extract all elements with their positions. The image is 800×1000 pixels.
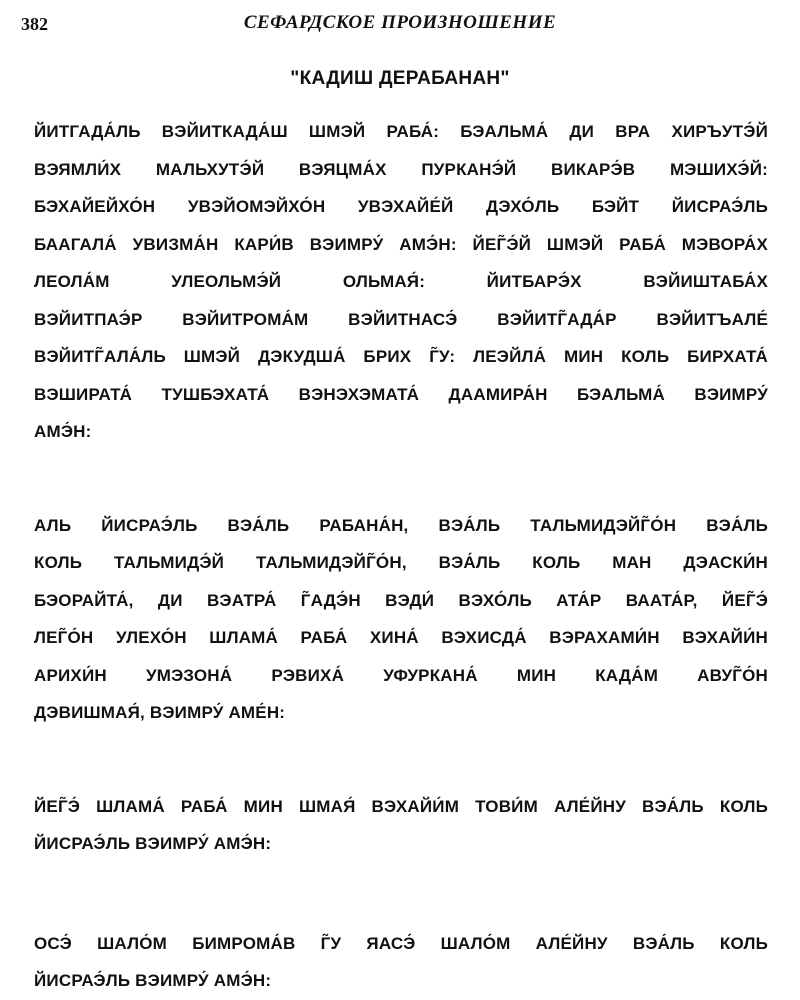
text-line: ВЭЙИТПАЭ́Р ВЭЙИТРОМА́М ВЭЙИТНАСЭ́ ВЭЙИТГ̃АДА́Р ВЭЙИТЪАЛЕ́ [34,309,768,329]
paragraph-gap [34,451,768,507]
text-line: ВЭЙИТГ̃АЛА́ЛЬ ШМЭЙ ДЭКУДША́ БРИХ Г̃У: ЛЕЭЙЛА́ МИН КОЛЬ БИРХАТА́ [34,347,768,366]
text-line: АЛЬ ЙИСРАЭ́ЛЬ ВЭА́ЛЬ РАБАНА́Н, ВЭА́ЛЬ ТАЛЬМИДЭЙГ̃О́Н ВЭА́ЛЬ [34,515,768,535]
text-line: ДЭВИШМАЯ́, ВЭИМРУ́ АМЕ́Н: [34,703,286,722]
paragraph-gap [34,732,768,788]
text-line: КОЛЬ ТАЛЬМИДЭ́Й ТАЛЬМИДЭЙГ̃О́Н, ВЭА́ЛЬ КОЛЬ МАН ДЭАСКИ́Н [34,553,768,572]
paragraph-3 [34,788,768,863]
paragraph-4 [34,925,768,1000]
text-line: АМЭ́Н: [34,422,92,441]
text-line: ЙИТГАДА́ЛЬ ВЭЙИТКАДА́Ш ШМЭЙ РАБА́: БЭАЛЬМА́ ДИ ВРА ХИРЪУТЭ́Й [34,122,768,141]
text-line: АРИХИ́Н УМЭЗОНА́ РЭВИХА́ УФУРКАНА́ МИН КАДА́М АВУГ̃О́Н [34,665,768,685]
paragraph-2 [34,507,768,732]
text-line: ЙИСРАЭ́ЛЬ ВЭИМРУ́ АМЭ́Н: [34,971,272,990]
prayer-title: "КАДИШ ДЕРАБАНАН" [290,68,510,89]
text-line: ЛЕОЛА́М УЛЕОЛЬМЭ́Й ОЛЬМАЯ́: ЙИТБАРЭ́Х ВЭЙИШТАБА́Х [34,272,768,291]
prayer-body [34,113,768,1000]
text-line: ЙЕГ̃Э́ ШЛАМА́ РАБА́ МИН ШМАЯ́ ВЭХАЙИ́М ТОВИ́М АЛЕ́ЙНУ ВЭА́ЛЬ КОЛЬ [34,796,768,816]
text-line: БЭХАЙЕЙХО́Н УВЭЙОМЭЙХО́Н УВЭХАЙЕ́Й ДЭХО́ЛЬ БЭЙТ ЙИСРАЭ́ЛЬ [34,197,768,216]
page-number: 382 [21,14,48,34]
text-line: ЙИСРАЭ́ЛЬ ВЭИМРУ́ АМЭ́Н: [34,834,272,853]
text-line: ОСЭ́ ШАЛО́М БИМРОМА́В Г̃У ЯАСЭ́ ШАЛО́М АЛЕ́ЙНУ ВЭА́ЛЬ КОЛЬ [34,933,768,953]
text-line: БЭОРАЙТА́, ДИ ВЭАТРА́ Г̃АДЭ́Н ВЭДИ́ ВЭХО́ЛЬ АТА́Р ВААТА́Р, ЙЕГ̃Э́ [34,590,768,610]
paragraph-gap [34,863,768,925]
text-line: ВЭЯМЛИ́Х МАЛЬХУТЭ́Й ВЭЯЦМА́Х ПУРКАНЭ́Й ВИКАРЭ́В МЭШИХЭ́Й: [34,159,768,179]
text-line: ВЭШИРАТА́ ТУШБЭХАТА́ ВЭНЭХЭМАТА́ ДААМИРА́Н БЭАЛЬМА́ ВЭИМРУ́ [34,384,768,404]
running-title: СЕФАРДСКОЕ ПРОИЗНОШЕНИЕ [243,12,557,33]
text-line: ЛЕГ̃О́Н УЛЕХО́Н ШЛАМА́ РАБА́ ХИНА́ ВЭХИСДА́ ВЭРАХАМИ́Н ВЭХАЙИ́Н [34,628,768,647]
text-line: БААГАЛА́ УВИЗМА́Н КАРИ́В ВЭИМРУ́ АМЭ́Н: ЙЕГ̃Э́Й ШМЭЙ РАБА́ МЭВОРА́Х [34,234,768,254]
paragraph-1 [34,113,768,451]
